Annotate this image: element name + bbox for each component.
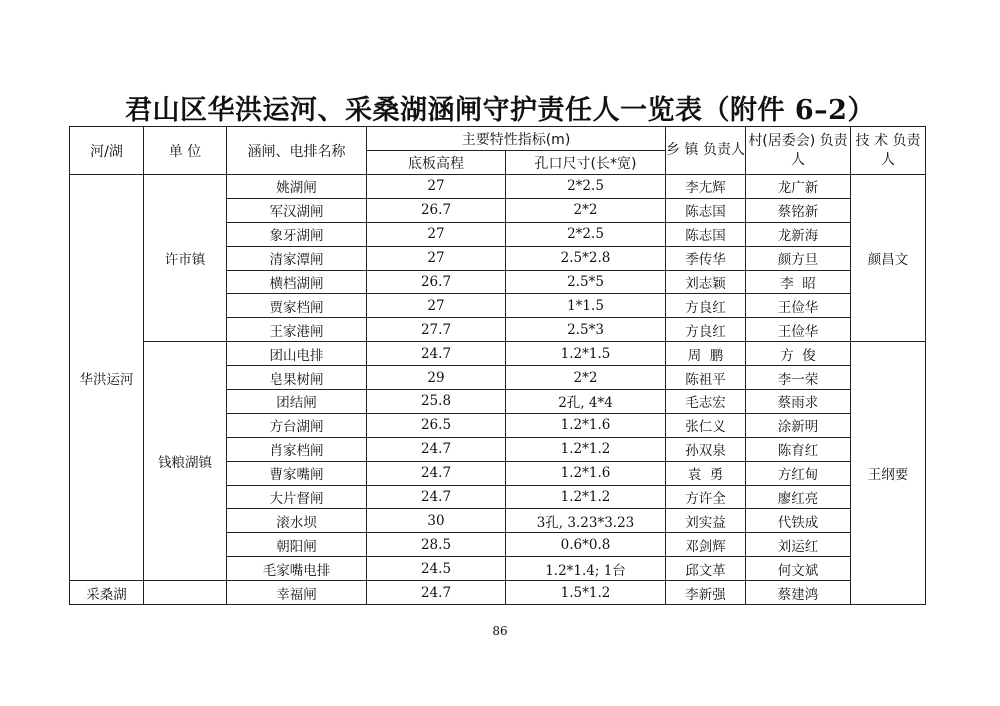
village-leader-cell: 陈育红 — [746, 437, 851, 461]
town-leader-cell: 陈志国 — [666, 198, 746, 222]
village-leader-cell: 李一荣 — [746, 366, 851, 390]
village-leader-cell: 王俭华 — [746, 318, 851, 342]
size-cell: 2*2 — [506, 366, 666, 390]
town-leader-cell: 邓剑辉 — [666, 533, 746, 557]
elevation-cell: 24.7 — [367, 581, 506, 605]
gate-name-cell: 方台湖闸 — [227, 413, 367, 437]
responsibility-table — [69, 126, 926, 605]
gate-name-cell: 贾家档闸 — [227, 294, 367, 318]
size-cell: 1.5*1.2 — [506, 581, 666, 605]
elevation-cell: 24.7 — [367, 485, 506, 509]
header-opening-size: 孔口尺寸(长*宽) — [506, 151, 666, 175]
size-cell: 1*1.5 — [506, 294, 666, 318]
gate-name-cell: 肖家档闸 — [227, 437, 367, 461]
size-cell: 1.2*1.4; 1台 — [506, 557, 666, 581]
town-leader-cell: 张仁义 — [666, 413, 746, 437]
header-floor-elevation: 底板高程 — [367, 151, 506, 175]
document-title: 君山区华洪运河、采桑湖涵闸守护责任人一览表（附件 6–2） — [125, 95, 875, 126]
elevation-cell: 29 — [367, 366, 506, 390]
size-cell: 2.5*3 — [506, 318, 666, 342]
elevation-cell: 27.7 — [367, 318, 506, 342]
gate-name-cell: 团山电排 — [227, 342, 367, 366]
tech-leader-cell: 颜昌文 — [851, 175, 926, 342]
town-leader-cell: 袁 勇 — [666, 461, 746, 485]
header-river: 河/湖 — [70, 127, 144, 175]
gate-name-cell: 毛家嘴电排 — [227, 557, 367, 581]
village-leader-cell: 颜方旦 — [746, 246, 851, 270]
elevation-cell: 27 — [367, 246, 506, 270]
gate-name-cell: 军汉湖闸 — [227, 198, 367, 222]
gate-name-cell: 团结闸 — [227, 390, 367, 414]
river-cell: 采桑湖 — [70, 581, 144, 605]
unit-cell: 钱粮湖镇 — [144, 342, 227, 581]
village-leader-cell: 蔡铭新 — [746, 198, 851, 222]
gate-name-cell: 曹家嘴闸 — [227, 461, 367, 485]
size-cell: 1.2*1.2 — [506, 485, 666, 509]
elevation-cell: 24.7 — [367, 437, 506, 461]
gate-name-cell: 朝阳闸 — [227, 533, 367, 557]
elevation-cell: 27 — [367, 294, 506, 318]
town-leader-cell: 孙双泉 — [666, 437, 746, 461]
town-leader-cell: 刘实益 — [666, 509, 746, 533]
elevation-cell: 25.8 — [367, 390, 506, 414]
village-leader-cell: 涂新明 — [746, 413, 851, 437]
gate-name-cell: 横档湖闸 — [227, 270, 367, 294]
elevation-cell: 28.5 — [367, 533, 506, 557]
town-leader-cell: 方许全 — [666, 485, 746, 509]
village-leader-cell: 龙广新 — [746, 175, 851, 199]
header-gate-name: 涵闸、电排名称 — [227, 127, 367, 175]
gate-name-cell: 清家潭闸 — [227, 246, 367, 270]
table-row — [70, 175, 926, 199]
town-leader-cell: 方良红 — [666, 294, 746, 318]
size-cell: 2.5*2.8 — [506, 246, 666, 270]
elevation-cell: 24.7 — [367, 342, 506, 366]
header-town-leader: 乡 镇 负责人 — [666, 127, 746, 175]
size-cell: 2.5*5 — [506, 270, 666, 294]
unit-cell — [144, 581, 227, 605]
size-cell: 0.6*0.8 — [506, 533, 666, 557]
town-leader-cell: 陈志国 — [666, 222, 746, 246]
village-leader-cell: 方 俊 — [746, 342, 851, 366]
village-leader-cell: 方红甸 — [746, 461, 851, 485]
size-cell: 2*2.5 — [506, 175, 666, 199]
page-number: 86 — [492, 624, 508, 638]
elevation-cell: 26.5 — [367, 413, 506, 437]
town-leader-cell: 李新强 — [666, 581, 746, 605]
table-row — [70, 342, 926, 366]
size-cell: 2*2.5 — [506, 222, 666, 246]
village-leader-cell: 廖红亮 — [746, 485, 851, 509]
town-leader-cell: 邱文革 — [666, 557, 746, 581]
table-row — [70, 581, 926, 605]
size-cell: 2孔, 4*4 — [506, 390, 666, 414]
gate-name-cell: 姚湖闸 — [227, 175, 367, 199]
town-leader-cell: 陈祖平 — [666, 366, 746, 390]
header-tech-leader: 技 术 负责人 — [851, 127, 926, 175]
village-leader-cell: 龙新海 — [746, 222, 851, 246]
size-cell: 3孔, 3.23*3.23 — [506, 509, 666, 533]
elevation-cell: 27 — [367, 222, 506, 246]
village-leader-cell: 代铁成 — [746, 509, 851, 533]
gate-name-cell: 大片督闸 — [227, 485, 367, 509]
size-cell: 1.2*1.6 — [506, 413, 666, 437]
header-unit: 单 位 — [144, 127, 227, 175]
unit-cell: 许市镇 — [144, 175, 227, 342]
gate-name-cell: 象牙湖闸 — [227, 222, 367, 246]
header-village-leader: 村(居委会) 负责人 — [746, 127, 851, 175]
size-cell: 2*2 — [506, 198, 666, 222]
town-leader-cell: 毛志宏 — [666, 390, 746, 414]
gate-name-cell: 滚水坝 — [227, 509, 367, 533]
elevation-cell: 24.5 — [367, 557, 506, 581]
elevation-cell: 24.7 — [367, 461, 506, 485]
gate-name-cell: 皂果树闸 — [227, 366, 367, 390]
town-leader-cell: 周 鹏 — [666, 342, 746, 366]
town-leader-cell: 方良红 — [666, 318, 746, 342]
elevation-cell: 26.7 — [367, 198, 506, 222]
gate-name-cell: 幸福闸 — [227, 581, 367, 605]
village-leader-cell: 蔡建鸿 — [746, 581, 851, 605]
gate-name-cell: 王家港闸 — [227, 318, 367, 342]
river-cell: 华洪运河 — [70, 175, 144, 581]
village-leader-cell: 李 昭 — [746, 270, 851, 294]
town-leader-cell: 刘志颖 — [666, 270, 746, 294]
elevation-cell: 30 — [367, 509, 506, 533]
size-cell: 1.2*1.2 — [506, 437, 666, 461]
size-cell: 1.2*1.5 — [506, 342, 666, 366]
village-leader-cell: 蔡雨求 — [746, 390, 851, 414]
elevation-cell: 27 — [367, 175, 506, 199]
village-leader-cell: 刘运红 — [746, 533, 851, 557]
elevation-cell: 26.7 — [367, 270, 506, 294]
village-leader-cell: 王俭华 — [746, 294, 851, 318]
header-spec-group: 主要特性指标(m) — [367, 127, 666, 151]
village-leader-cell: 何文斌 — [746, 557, 851, 581]
size-cell: 1.2*1.6 — [506, 461, 666, 485]
tech-leader-cell: 王纲要 — [851, 342, 926, 605]
town-leader-cell: 李尢辉 — [666, 175, 746, 199]
town-leader-cell: 季传华 — [666, 246, 746, 270]
